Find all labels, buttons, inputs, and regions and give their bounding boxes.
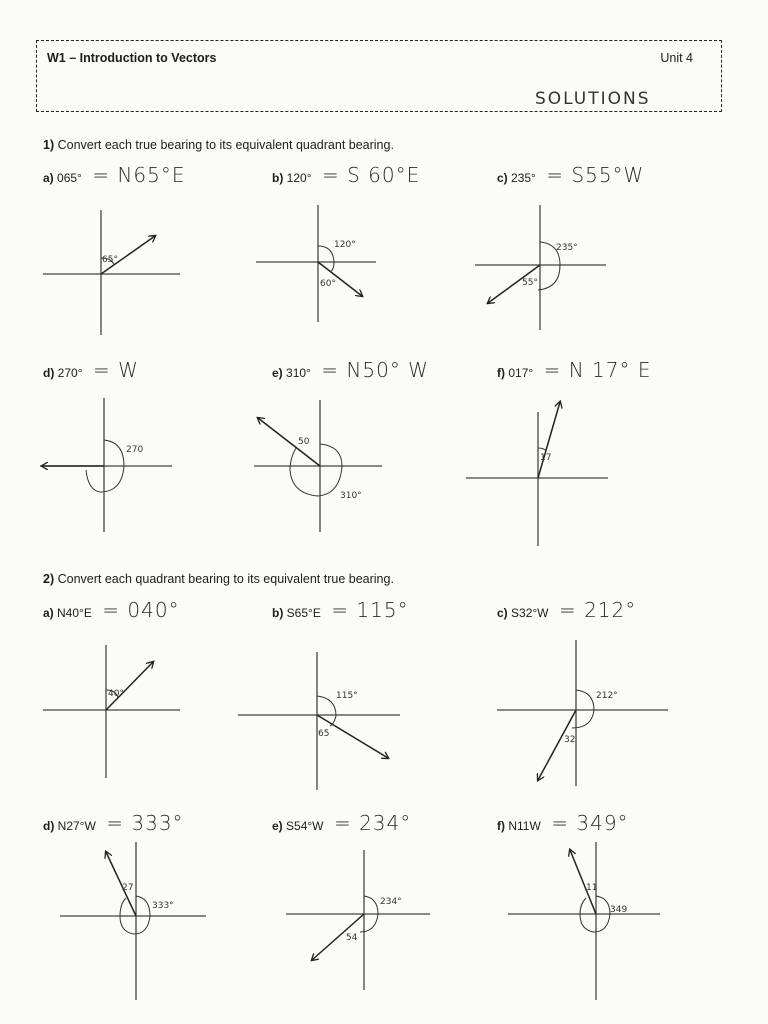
problem-given: 235° [511, 171, 536, 185]
question-2-text: Convert each quadrant bearing to its equivalent true bearing. [57, 572, 394, 586]
question-1-text: Convert each true bearing to its equivalent quadrant bearing. [57, 138, 394, 152]
question-2-number: 2) [43, 572, 55, 586]
angle-label: 32 [564, 735, 576, 745]
angle-label: 65 [318, 729, 330, 739]
problem-letter: d) [43, 366, 55, 380]
question-1-number: 1) [43, 138, 55, 152]
angle-label: 17 [540, 453, 552, 463]
problem-answer: = 349° [551, 811, 629, 835]
problem-answer: = S 60°E [321, 163, 421, 187]
problem-given: S65°E [286, 606, 321, 620]
diagram-1d [40, 398, 172, 532]
problem-answer: = N65°E [92, 163, 186, 187]
diagram-2b [238, 652, 400, 790]
angle-label: 27 [122, 883, 134, 893]
diagram-2d [60, 842, 206, 1000]
angle-label: 212° [596, 691, 618, 701]
solutions-handwritten: SOLUTIONS [535, 89, 651, 109]
problem-given: S54°W [286, 819, 324, 833]
problem-letter: b) [272, 606, 284, 620]
problem-letter: e) [272, 819, 283, 833]
diagram-2e [286, 850, 430, 990]
problem-letter: f) [497, 366, 505, 380]
angle-label: 235° [556, 243, 578, 253]
problem-letter: a) [43, 171, 54, 185]
angle-label: 50 [298, 437, 310, 447]
problem-given: S32°W [511, 606, 549, 620]
problem-given: N27°W [57, 819, 96, 833]
diagram-1c [475, 205, 606, 330]
angle-label: 333° [152, 901, 174, 911]
problem-answer: = N50° W [321, 358, 429, 382]
problem-answer: = 040° [102, 598, 180, 622]
angle-label: 349 [610, 905, 628, 915]
diagram-1b [256, 205, 376, 322]
angle-label: 234° [380, 897, 402, 907]
diagram-1e [254, 400, 382, 532]
angle-label: 120° [334, 240, 356, 250]
problem-given: 065° [57, 171, 82, 185]
problem-letter: d) [43, 819, 55, 833]
problem-letter: c) [497, 171, 508, 185]
worksheet-title: W1 – Introduction to Vectors [47, 51, 217, 65]
problem-given: 270° [57, 366, 83, 380]
problem-answer: = 234° [333, 811, 412, 835]
angle-label: 310° [340, 491, 362, 501]
diagram-2c [497, 640, 668, 786]
problem-answer: = 115° [331, 598, 409, 622]
problem-answer: = 212° [558, 598, 637, 622]
angle-label: 54 [346, 933, 358, 943]
problem-given: 310° [286, 366, 311, 380]
problem-answer: = 333° [106, 811, 184, 835]
problem-answer: = N 17° E [543, 358, 652, 382]
diagram-1a [43, 210, 180, 335]
angle-label: 11 [586, 883, 598, 893]
problem-given: 120° [286, 171, 312, 185]
problem-letter: f) [497, 819, 505, 833]
angle-label: 115° [336, 691, 358, 701]
angle-label: 55° [522, 278, 538, 288]
unit-label: Unit 4 [660, 51, 693, 65]
angle-label: 40° [108, 689, 124, 699]
problem-letter: c) [497, 606, 508, 620]
problem-letter: b) [272, 171, 284, 185]
problem-letter: a) [43, 606, 54, 620]
problem-given: 017° [508, 366, 534, 380]
diagram-2a [43, 645, 180, 778]
problem-letter: e) [272, 366, 283, 380]
problem-given: N11W [508, 819, 541, 833]
angle-label: 270 [126, 445, 144, 455]
problem-answer: = S55°W [546, 163, 645, 187]
problem-answer: = W [92, 358, 139, 382]
diagram-1f [466, 402, 608, 546]
angle-label: 60° [320, 279, 336, 289]
angle-label: 65° [102, 255, 118, 265]
diagram-2f [508, 842, 660, 1000]
problem-given: N40°E [57, 606, 92, 620]
